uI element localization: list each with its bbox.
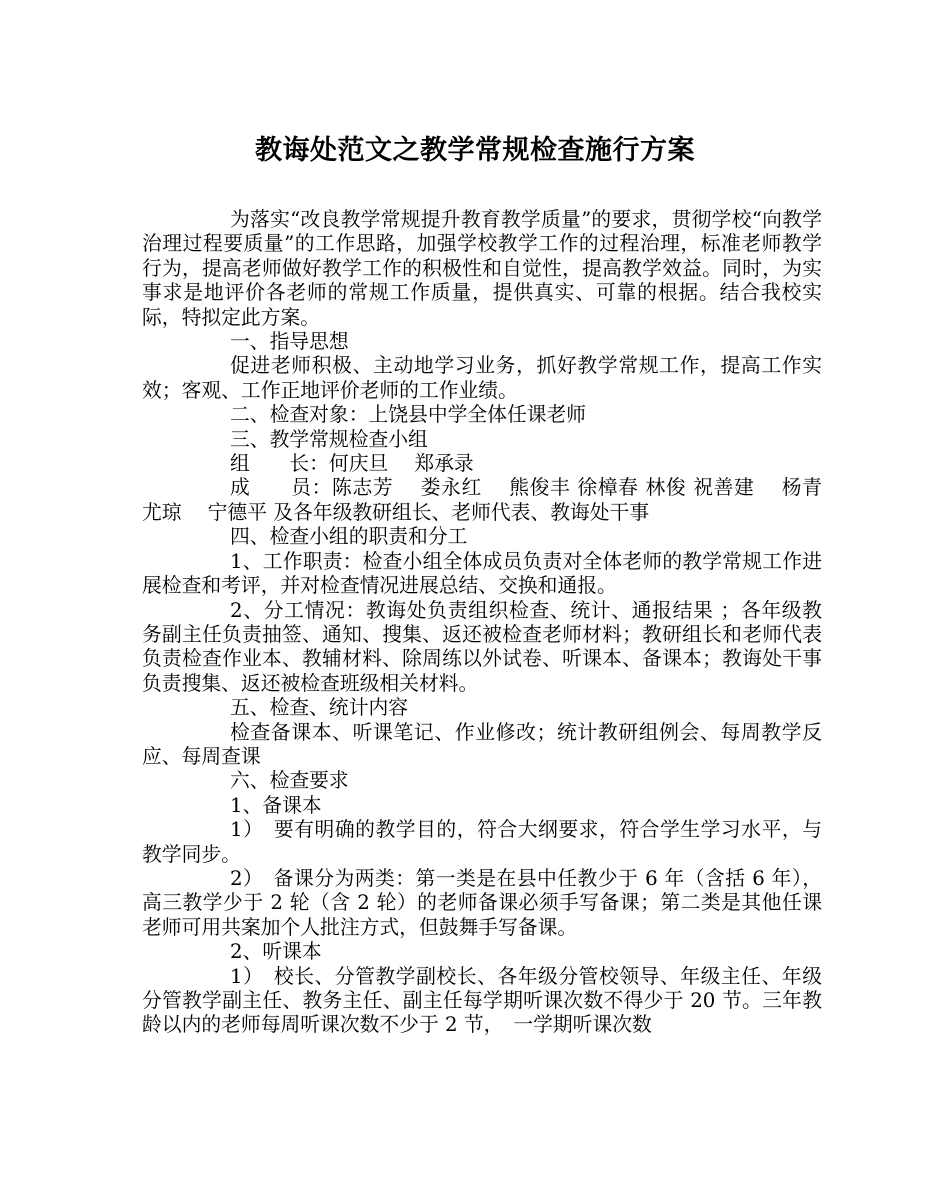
intro-paragraph: 为落实“改良教学常规提升教育教学质量”的要求，贯彻学校“向教学治理过程要质量”的工作思路，加强学校教学工作的过程治理，标准老师教学行为，提高老师做好教学工作的积极性和自觉性，提高教学效益。同时，为实事求是地评价各老师的常规工作质量，提供真实、可靠的根据。结合我校实际，特拟定此方案。 xyxy=(142,208,822,329)
section-heading-inspection-content: 五、检查、统计内容 xyxy=(230,696,409,720)
inspection-content-paragraph: 检查备课本、听课笔记、作业修改；统计教研组例会、每周教学反应、每周查课 xyxy=(142,720,822,768)
section-heading-guiding-ideology: 一、指导思想 xyxy=(230,330,349,354)
section-heading-requirements: 六、检查要求 xyxy=(230,769,349,793)
group-members-paragraph: 成 员：陈志芳 娄永红 熊俊丰 徐樟春 林俊 祝善建 杨青 尤琼 宁德平 及各年级教研组长、老师代表、教诲处干事 xyxy=(142,476,849,524)
observation-item-1: 1） 校长、分管教学副校长、各年级分管校领导、年级主任、年级分管教学副主任、教务主任、副主任每学期听课次数不得少于 20 节。三年教龄以内的老师每周听课次数不少于 2 节， 一学期听课次数 xyxy=(142,964,822,1037)
duties-paragraph: 1、工作职责：检查小组全体成员负责对全体老师的教学常规工作进展检查和考评，并对检查情况进展总结、交换和通报。 xyxy=(142,549,822,598)
subheading-lesson-plan: 1、备课本 xyxy=(230,793,322,817)
division-paragraph: 2、分工情况：教诲处负责组织检查、统计、通报结果 ；各年级教务副主任负责抽签、通知、搜集、返还被检查老师材料；教研组长和老师代表负责检查作业本、教辅材料、除周练以外试卷、听课本、备课本；教诲处干事负责搜集、返还被检查班级相关材料。 xyxy=(142,598,822,695)
section-heading-inspection-target: 二、检查对象：上饶县中学全体任课老师 xyxy=(230,403,587,427)
document-body xyxy=(142,208,849,1038)
section-heading-inspection-group: 三、教学常规检查小组 xyxy=(230,427,428,451)
guiding-ideology-paragraph: 促进老师积极、主动地学习业务，抓好教学常规工作，提高工作实效；客观、工作正地评价老师的工作业绩。 xyxy=(142,354,822,402)
lesson-plan-item-1: 1） 要有明确的教学目的，符合大纲要求，符合学生学习水平，与教学同步。 xyxy=(142,818,822,866)
subheading-observation-notes: 2、听课本 xyxy=(230,940,322,964)
group-leaders-line: 组 长：何庆旦 郑承录 xyxy=(230,452,474,476)
lesson-plan-item-2: 2） 备课分为两类：第一类是在县中任教少于 6 年（含括 6 年），高三教学少于 2 轮（含 2 轮）的老师备课必须手写备课；第二类是其他任课老师可用共案加个人批注方式，但鼓舞手写备课。 xyxy=(142,866,822,939)
section-heading-duties: 四、检查小组的职责和分工 xyxy=(230,525,468,549)
document-title: 教诲处范文之教学常规检查施行方案 xyxy=(255,135,695,166)
